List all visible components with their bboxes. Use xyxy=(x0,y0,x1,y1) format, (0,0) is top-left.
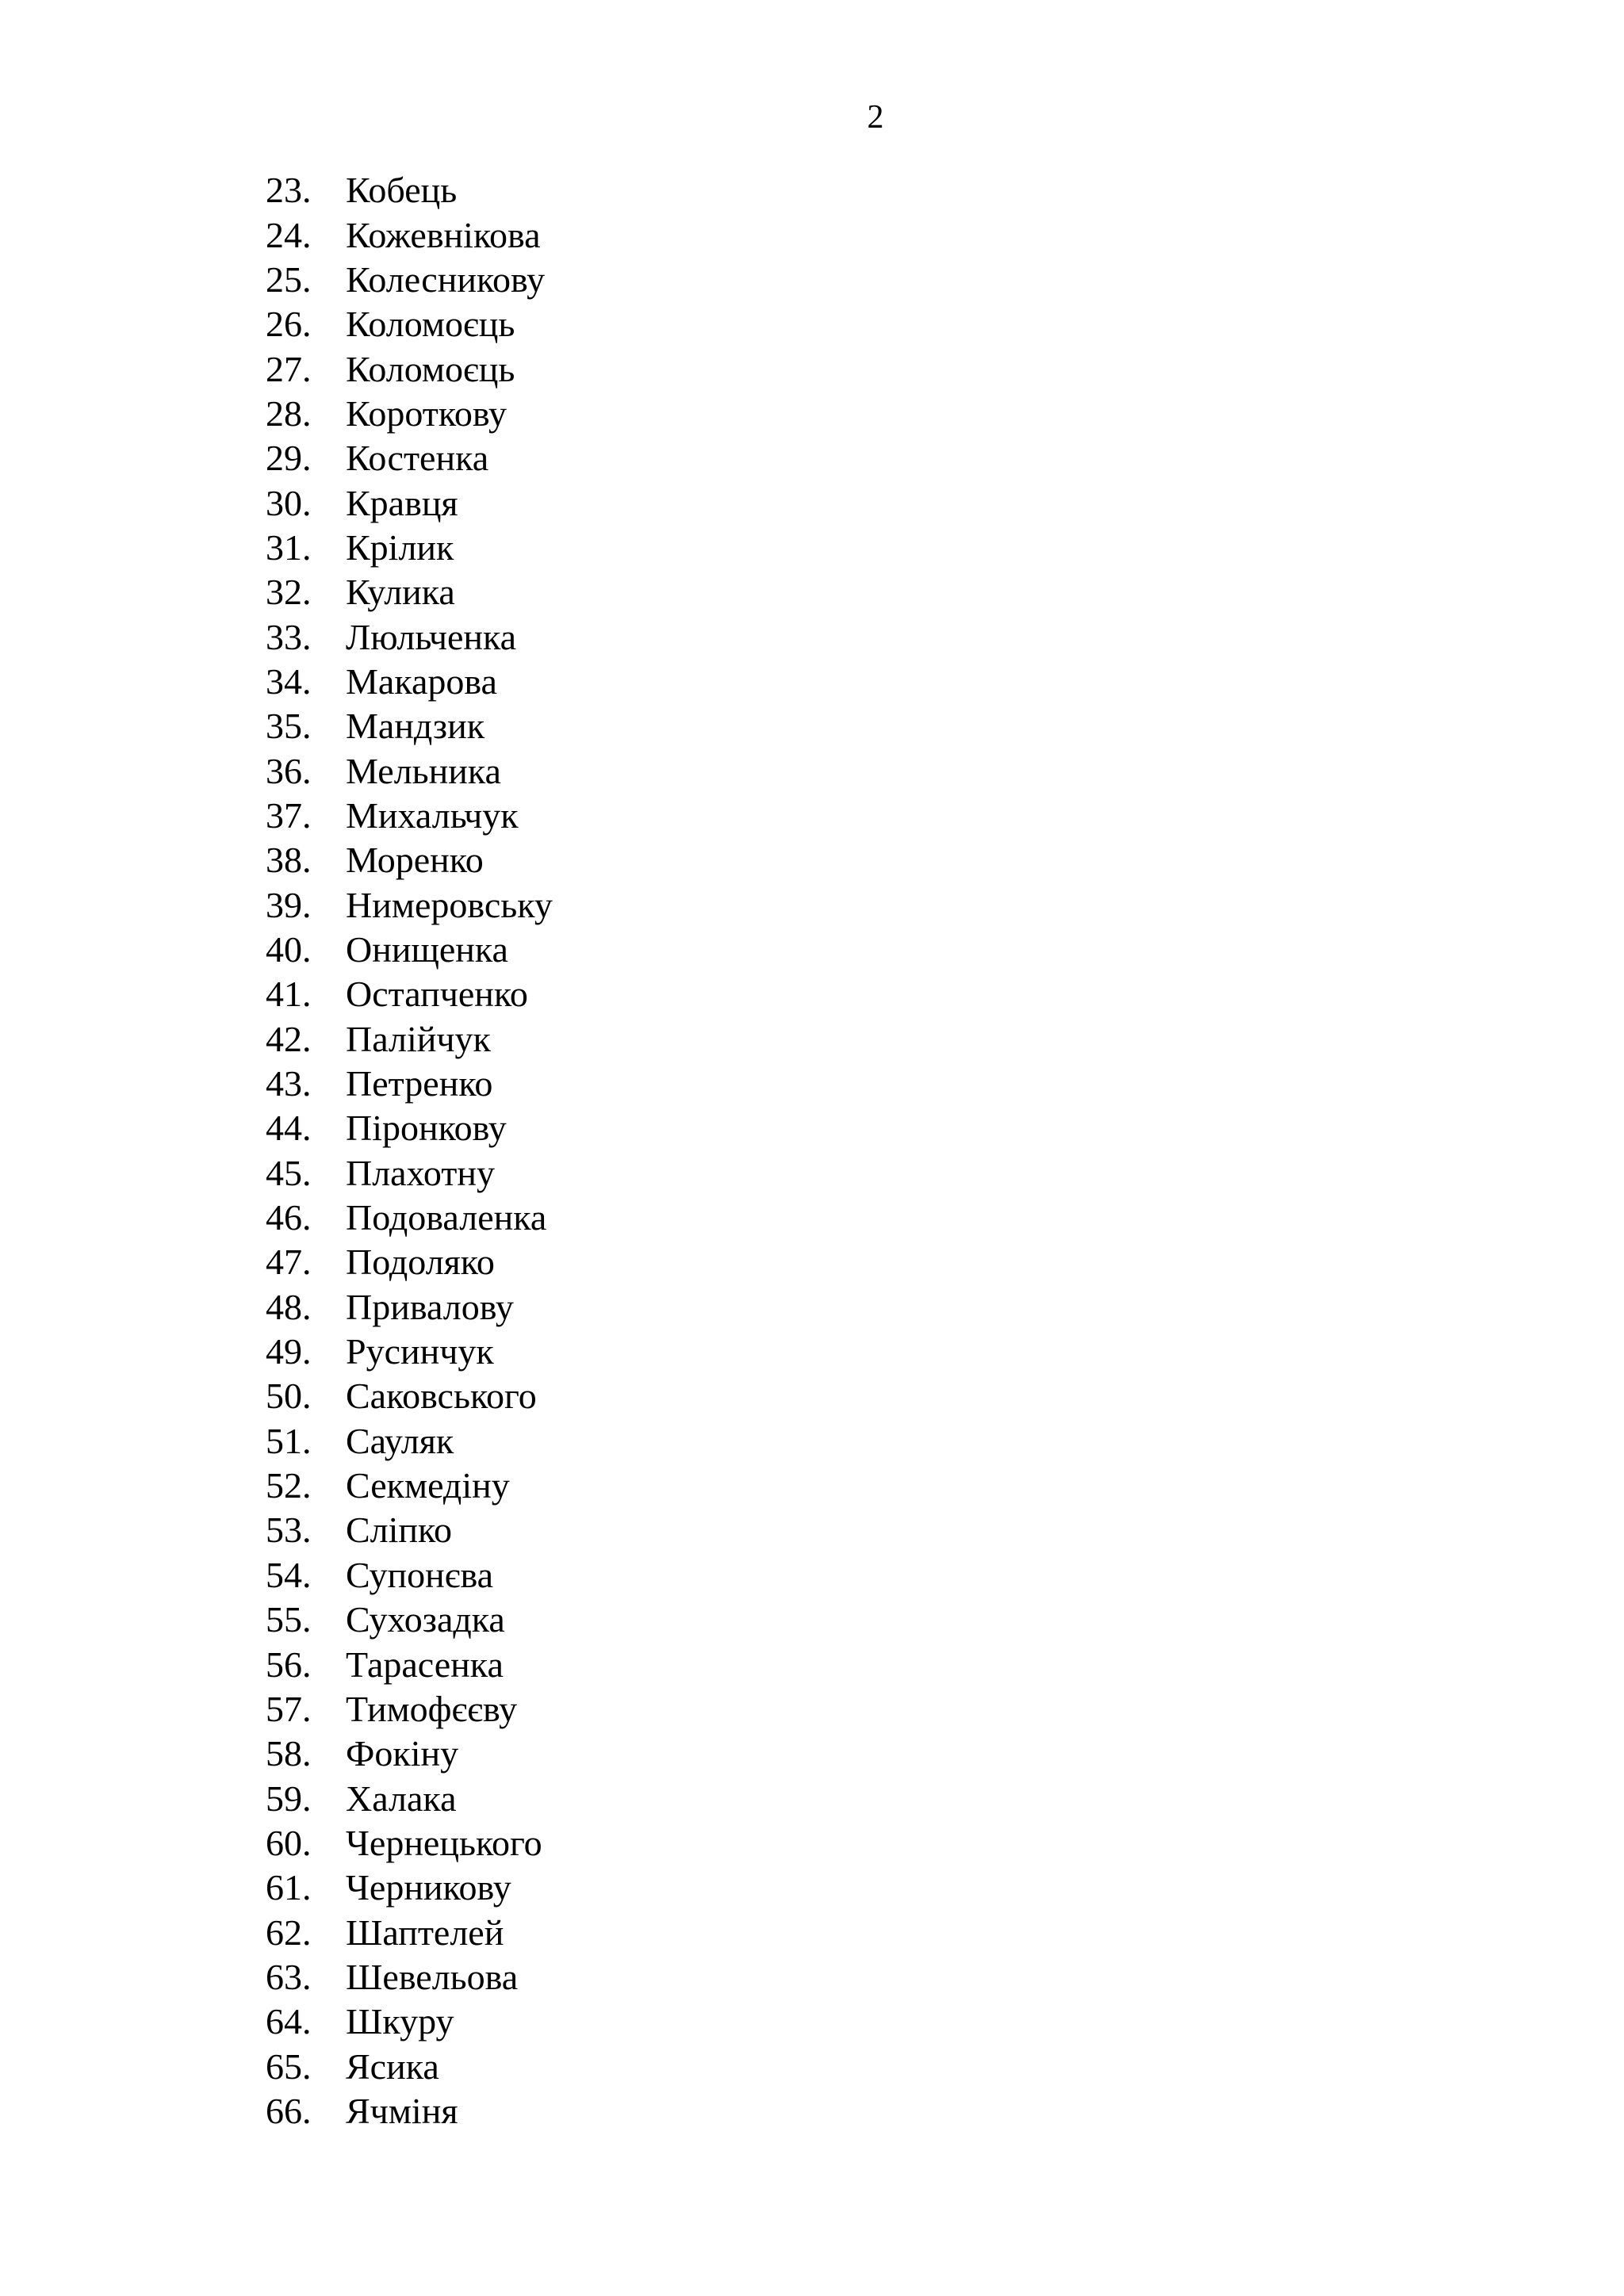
item-number: 48. xyxy=(266,1286,312,1327)
item-number: 56. xyxy=(266,1644,312,1685)
list-item xyxy=(266,1687,553,1732)
item-number: 28. xyxy=(266,392,312,434)
item-name: Шкуру xyxy=(346,2001,454,2042)
item-name: Кобець xyxy=(346,170,458,211)
item-name: Мельника xyxy=(346,750,501,791)
item-name: Кожевнікова xyxy=(346,214,541,255)
item-name: Секмедіну xyxy=(346,1465,510,1506)
item-number: 59. xyxy=(266,1777,312,1819)
item-number: 47. xyxy=(266,1242,312,1283)
list-item xyxy=(266,1062,553,1106)
item-name: Палійчук xyxy=(346,1018,491,1059)
item-number: 53. xyxy=(266,1510,312,1551)
item-number: 42. xyxy=(266,1018,312,1059)
item-name: Тимофєєву xyxy=(346,1688,518,1729)
item-name: Крілик xyxy=(346,526,454,568)
item-number: 33. xyxy=(266,616,312,657)
item-name: Сауляк xyxy=(346,1420,454,1461)
list-item xyxy=(266,1240,553,1284)
list-item xyxy=(266,1598,553,1642)
list-item xyxy=(266,1821,553,1866)
list-item xyxy=(266,302,553,346)
item-name: Мандзик xyxy=(346,706,485,747)
name-list xyxy=(266,168,553,2133)
list-item xyxy=(266,972,553,1016)
list-item xyxy=(266,258,553,302)
item-name: Саковського xyxy=(346,1376,537,1417)
item-number: 29. xyxy=(266,438,312,479)
item-number: 39. xyxy=(266,884,312,925)
list-item xyxy=(266,1017,553,1062)
item-name: Привалову xyxy=(346,1286,514,1327)
list-item xyxy=(266,1196,553,1240)
item-number: 60. xyxy=(266,1822,312,1863)
list-item xyxy=(266,168,553,212)
item-name: Костенка xyxy=(346,438,489,479)
list-item xyxy=(266,1776,553,1820)
item-name: Моренко xyxy=(346,840,484,881)
item-name: Тарасенка xyxy=(346,1644,504,1685)
list-item xyxy=(266,392,553,436)
item-name: Піронкову xyxy=(346,1108,507,1149)
list-item xyxy=(266,436,553,480)
list-item xyxy=(266,614,553,659)
item-number: 45. xyxy=(266,1152,312,1193)
item-number: 36. xyxy=(266,750,312,791)
item-name: Фокіну xyxy=(346,1733,459,1774)
item-name: Плахотну xyxy=(346,1152,495,1193)
item-name: Кулика xyxy=(346,572,455,613)
list-item xyxy=(266,883,553,928)
item-name: Сліпко xyxy=(346,1510,453,1551)
item-name: Ясика xyxy=(346,2045,439,2087)
item-number: 41. xyxy=(266,974,312,1015)
item-name: Халака xyxy=(346,1777,457,1819)
item-number: 32. xyxy=(266,572,312,613)
item-number: 25. xyxy=(266,258,312,300)
item-number: 27. xyxy=(266,348,312,389)
item-name: Подоляко xyxy=(346,1242,495,1283)
item-number: 23. xyxy=(266,170,312,211)
list-item xyxy=(266,748,553,793)
item-name: Коломоєць xyxy=(346,304,515,345)
item-name: Остапченко xyxy=(346,974,528,1015)
item-name: Макарова xyxy=(346,660,497,702)
item-name: Нимеровську xyxy=(346,884,553,925)
item-number: 31. xyxy=(266,526,312,568)
list-item xyxy=(266,2089,553,2133)
item-number: 62. xyxy=(266,1911,312,1953)
item-number: 44. xyxy=(266,1108,312,1149)
item-number: 65. xyxy=(266,2045,312,2087)
item-number: 50. xyxy=(266,1376,312,1417)
item-name: Колесникову xyxy=(346,258,546,300)
item-name: Ячміня xyxy=(346,2090,458,2131)
item-number: 43. xyxy=(266,1063,312,1104)
item-number: 55. xyxy=(266,1599,312,1640)
item-name: Коломоєць xyxy=(346,348,515,389)
list-item xyxy=(266,1285,553,1330)
list-item xyxy=(266,1910,553,1954)
item-name: Шаптелей xyxy=(346,1911,504,1953)
item-number: 52. xyxy=(266,1465,312,1506)
item-number: 26. xyxy=(266,304,312,345)
item-name: Петренко xyxy=(346,1063,493,1104)
item-name: Михальчук xyxy=(346,794,519,836)
item-number: 66. xyxy=(266,2090,312,2131)
item-number: 30. xyxy=(266,482,312,523)
item-name: Короткову xyxy=(346,392,508,434)
item-name: Подоваленка xyxy=(346,1197,547,1238)
list-item xyxy=(266,1508,553,1552)
item-number: 35. xyxy=(266,706,312,747)
item-name: Русинчук xyxy=(346,1331,494,1372)
list-item xyxy=(266,1642,553,1686)
item-number: 34. xyxy=(266,660,312,702)
item-number: 24. xyxy=(266,214,312,255)
item-number: 64. xyxy=(266,2001,312,2042)
list-item xyxy=(266,212,553,257)
item-number: 57. xyxy=(266,1688,312,1729)
list-item xyxy=(266,570,553,614)
item-name: Люльченка xyxy=(346,616,517,657)
list-item xyxy=(266,1866,553,1910)
item-number: 58. xyxy=(266,1733,312,1774)
item-number: 51. xyxy=(266,1420,312,1461)
item-number: 40. xyxy=(266,929,312,970)
list-item xyxy=(266,660,553,704)
item-name: Чернецького xyxy=(346,1822,542,1863)
item-number: 49. xyxy=(266,1331,312,1372)
item-name: Шевельова xyxy=(346,1956,519,1997)
list-item xyxy=(266,1106,553,1150)
list-item xyxy=(266,346,553,391)
item-name: Онищенка xyxy=(346,929,508,970)
list-item xyxy=(266,928,553,972)
item-number: 63. xyxy=(266,1956,312,1997)
list-item xyxy=(266,480,553,525)
page-number: 2 xyxy=(867,99,884,136)
list-item xyxy=(266,1374,553,1418)
item-number: 54. xyxy=(266,1554,312,1595)
list-item xyxy=(266,1464,553,1508)
list-item xyxy=(266,526,553,570)
item-number: 46. xyxy=(266,1197,312,1238)
list-item xyxy=(266,704,553,748)
list-item xyxy=(266,2044,553,2088)
list-item xyxy=(266,1151,553,1196)
item-number: 37. xyxy=(266,794,312,836)
list-item xyxy=(266,1553,553,1598)
list-item xyxy=(266,794,553,838)
item-name: Черникову xyxy=(346,1867,511,1908)
list-item xyxy=(266,1955,553,1999)
item-number: 38. xyxy=(266,840,312,881)
list-item xyxy=(266,1419,553,1464)
list-item xyxy=(266,838,553,882)
item-name: Сухозадка xyxy=(346,1599,505,1640)
item-name: Кравця xyxy=(346,482,458,523)
list-item xyxy=(266,1330,553,1374)
list-item xyxy=(266,1732,553,1776)
list-item xyxy=(266,1999,553,2044)
item-number: 61. xyxy=(266,1867,312,1908)
item-name: Супонєва xyxy=(346,1554,494,1595)
